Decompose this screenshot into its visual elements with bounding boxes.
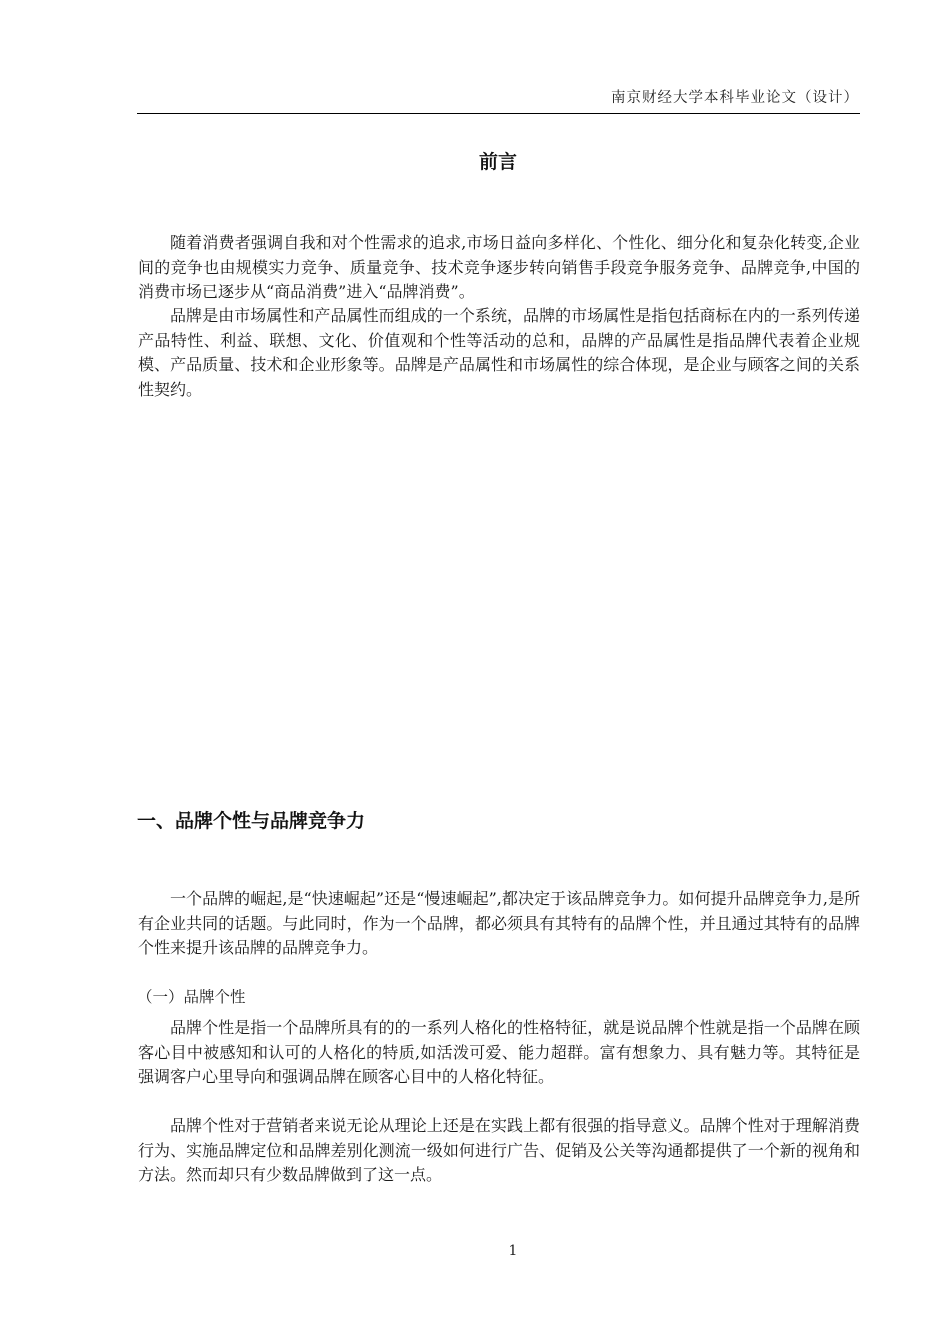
section-heading: 一、品牌个性与品牌竞争力 bbox=[137, 810, 366, 832]
header-rule bbox=[137, 113, 860, 114]
subsection-heading: （一）品牌个性 bbox=[137, 988, 246, 1006]
preface-paragraph-1: 随着消费者强调自我和对个性需求的追求,市场日益向多样化、个性化、细分化和复杂化转变,企业间的竞争也由规模实力竞争、质量竞争、技术竞争逐步转向销售手段竞争服务竞争、品牌竞争,中国的消费市场已逐步从“商品消费”进入“品牌消费”。 bbox=[138, 233, 860, 301]
subsection-paragraph-2: 品牌个性对于营销者来说无论从理论上还是在实践上都有很强的指导意义。品牌个性对于理解消费行为、实施品牌定位和品牌差别化测流一级如何进行广告、促销及公关等沟通都提供了一个新的视角和方法。然而却只有少数品牌做到了这一点。 bbox=[138, 1116, 860, 1184]
preface-title: 前言 bbox=[478, 151, 517, 173]
running-header: 南京财经大学本科毕业论文（设计） bbox=[611, 90, 859, 106]
page-number: 1 bbox=[508, 1243, 518, 1259]
subsection-paragraph-1: 品牌个性是指一个品牌所具有的的一系列人格化的性格特征，就是说品牌个性就是指一个品牌在顾客心目中被感知和认可的人格化的特质,如活泼可爱、能力超群。富有想象力、具有魅力等。其特征是强调客户心里导向和强调品牌在顾客心目中的人格化特征。 bbox=[138, 1018, 860, 1086]
preface-paragraph-2: 品牌是由市场属性和产品属性而组成的一个系统，品牌的市场属性是指包括商标在内的一系列传递产品特性、利益、联想、文化、价值观和个性等活动的总和，品牌的产品属性是指品牌代表着企业规模、产品质量、技术和企业形象等。品牌是产品属性和市场属性的综合体现，是企业与顾客之间的关系性契约。 bbox=[138, 306, 860, 399]
section-intro-paragraph: 一个品牌的崛起,是“快速崛起”还是“慢速崛起”,都决定于该品牌竞争力。如何提升品牌竞争力,是所有企业共同的话题。与此同时，作为一个品牌，都必须具有其特有的品牌个性，并且通过其特有的品牌个性来提升该品牌的品牌竞争力。 bbox=[138, 889, 860, 957]
